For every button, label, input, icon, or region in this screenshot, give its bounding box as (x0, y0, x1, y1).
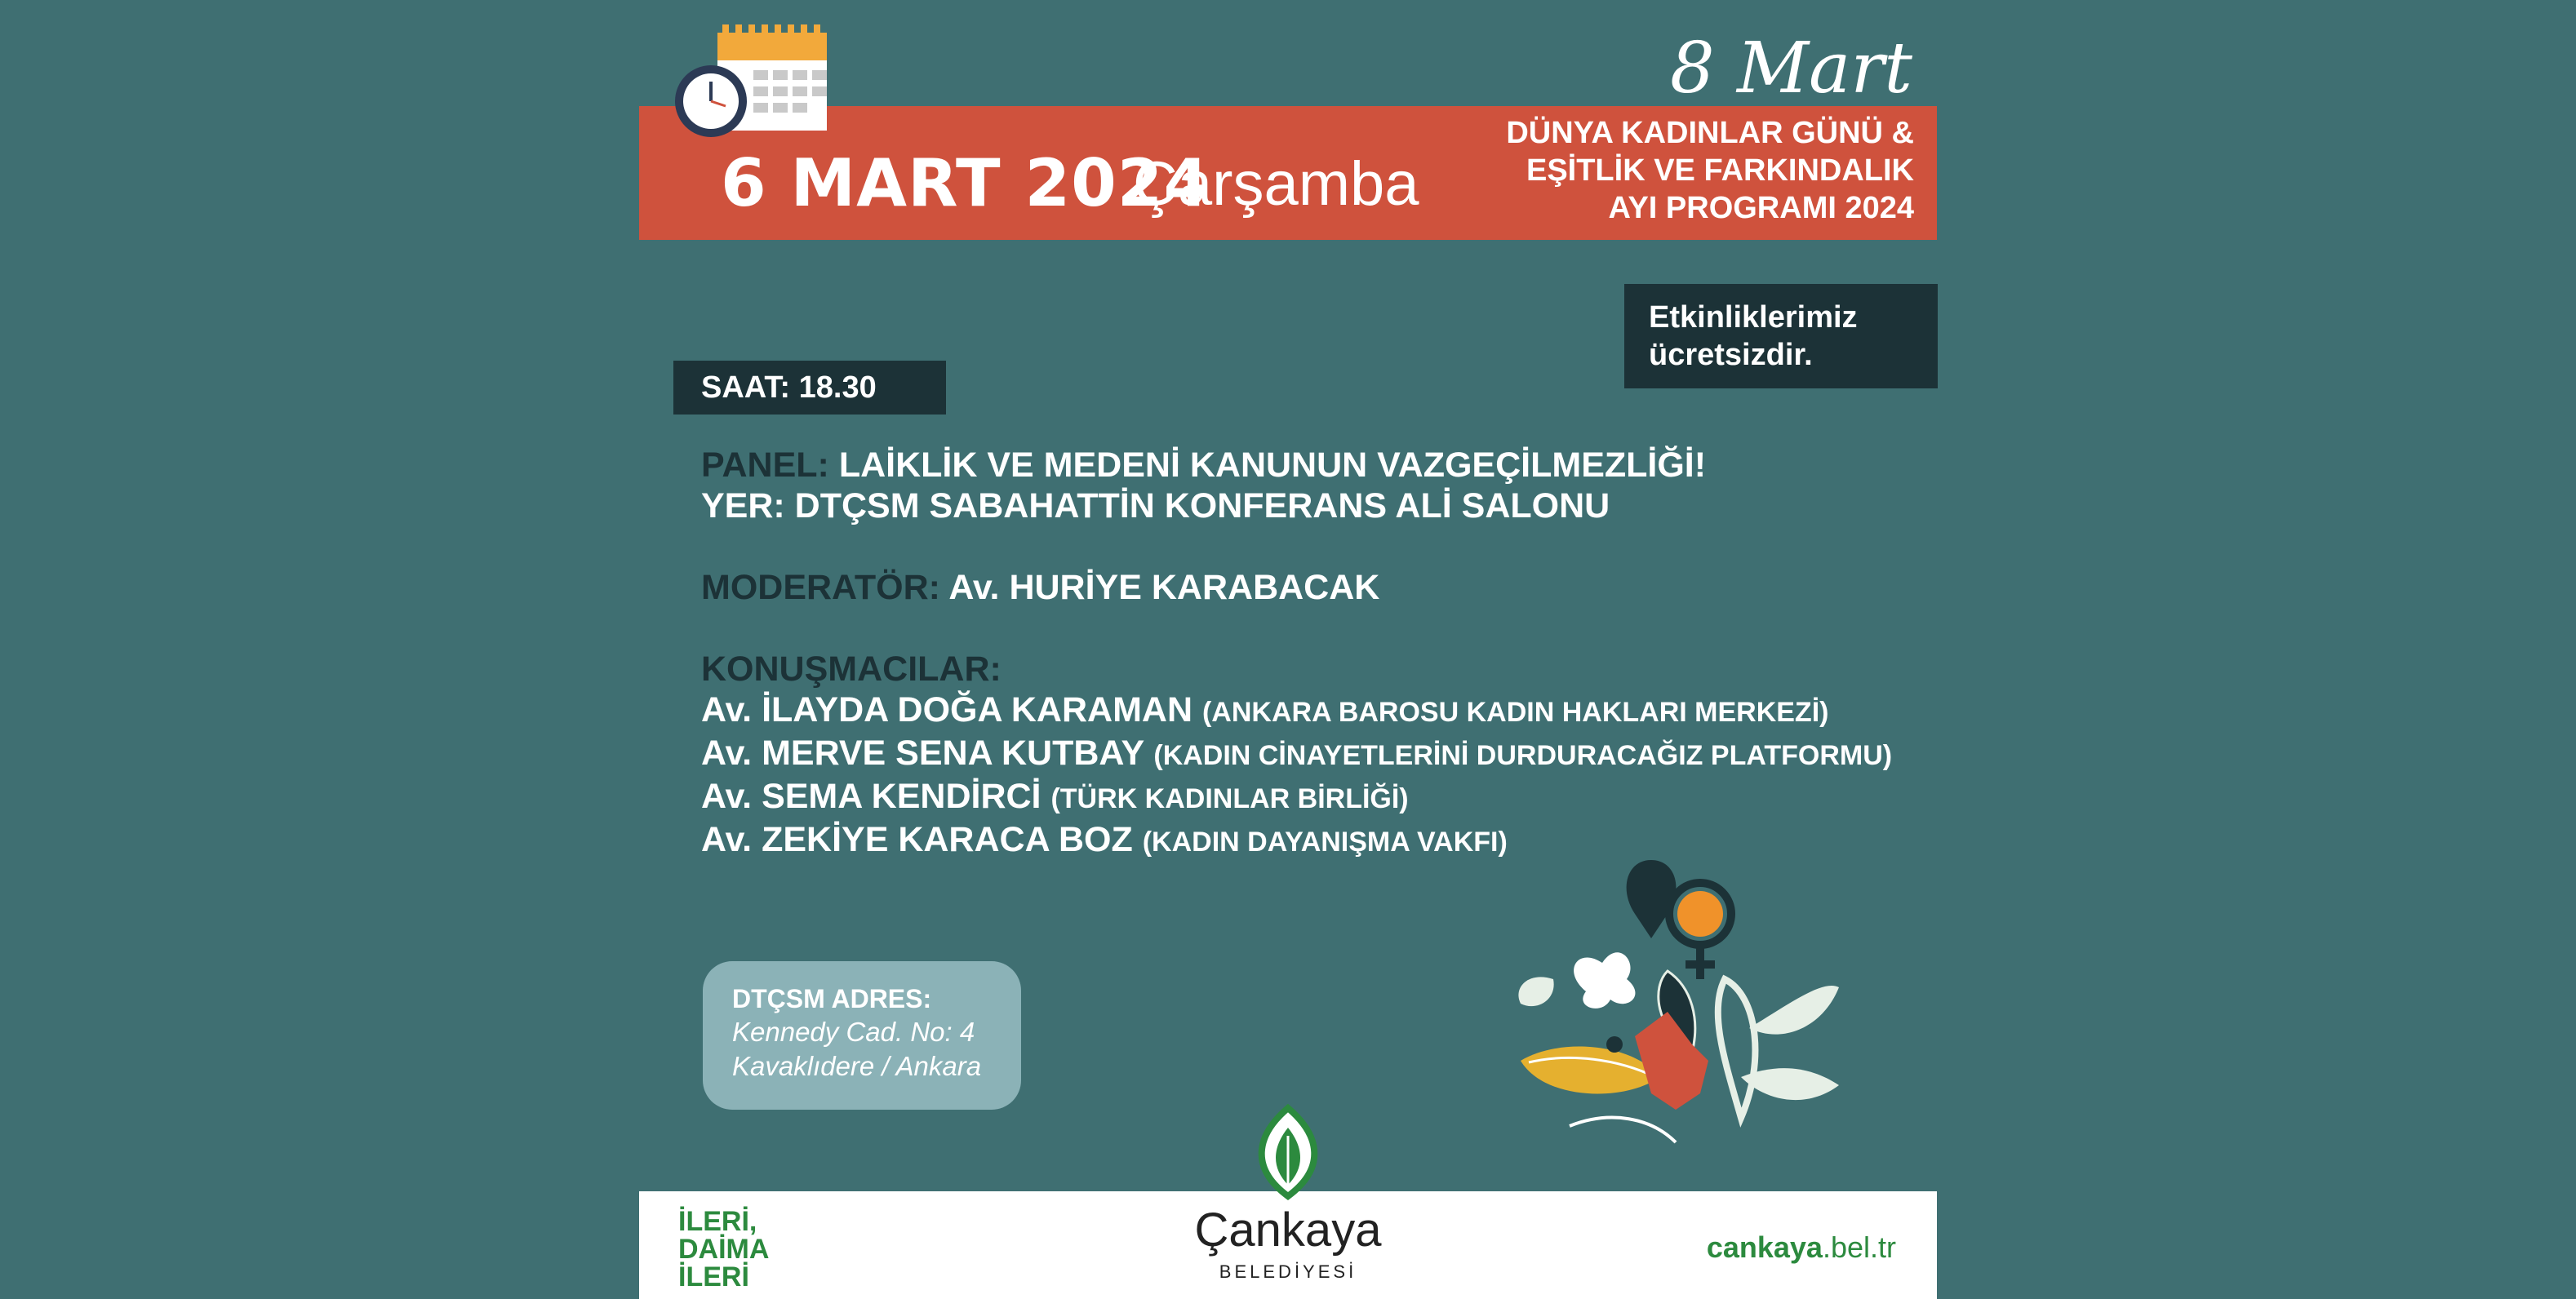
slogan: İLERİ, DAİMA İLERİ (678, 1206, 770, 1292)
speaker-item: Av. ZEKİYE KARACA BOZ (KADIN DAYANIŞMA VAKFI) (701, 820, 1508, 859)
event-weekday: Çarşamba (1133, 149, 1419, 219)
speaker-item: Av. İLAYDA DOĞA KARAMAN (ANKARA BAROSU KADIN HAKLARI MERKEZİ) (701, 690, 1829, 729)
time-badge: SAAT: 18.30 (673, 361, 946, 415)
footer-bar (639, 1191, 1937, 1299)
website-link[interactable]: cankaya.bel.tr (1706, 1230, 1896, 1264)
panel-label: PANEL: (701, 446, 829, 485)
moderator-name: Av. HURİYE KARABACAK (948, 568, 1380, 607)
free-events-badge: Etkinliklerimiz ücretsizdir. (1624, 284, 1938, 388)
address-title: DTÇSM ADRES: (732, 984, 932, 1013)
brand-subtitle: BELEDİYESİ (1219, 1261, 1357, 1282)
cankaya-leaf-logo-icon (1239, 1103, 1337, 1201)
venue-line: YER: DTÇSM SABAHATTİN KONFERANS ALİ SALONU (701, 486, 1610, 525)
speakers-label: KONUŞMACILAR: (701, 650, 1002, 689)
program-title: DÜNYA KADINLAR GÜNÜ & EŞİTLİK VE FARKINDALIK AYI PROGRAMI 2024 (1506, 116, 1914, 225)
address-line-1: Kennedy Cad. No: 4 (732, 1017, 975, 1047)
calendar-clock-icon (672, 16, 827, 147)
moderator-label: MODERATÖR: (701, 568, 941, 607)
address-card (703, 961, 1021, 1110)
panel-title: LAİKLİK VE MEDENİ KANUNUN VAZGEÇİLMEZLİĞİ! (838, 446, 1707, 485)
speaker-item: Av. SEMA KENDİRCİ (TÜRK KADINLAR BİRLİĞİ) (701, 777, 1409, 816)
moderator-line (701, 567, 1925, 608)
script-date: 8 Mart (1669, 28, 1912, 109)
event-details (701, 445, 1925, 862)
event-date: 6 MART 2024 (721, 145, 1210, 221)
speaker-item: Av. MERVE SENA KUTBAY (KADIN CİNAYETLERİNİ DURDURACAĞIZ PLATFORMU) (701, 734, 1893, 773)
address-line-2: Kavaklıdere / Ankara (732, 1051, 982, 1081)
panel-line (701, 445, 1925, 485)
event-poster (639, 0, 1937, 1299)
floral-women-symbols-illustration (1496, 849, 1921, 1191)
brand-name: Çankaya (1194, 1204, 1382, 1257)
